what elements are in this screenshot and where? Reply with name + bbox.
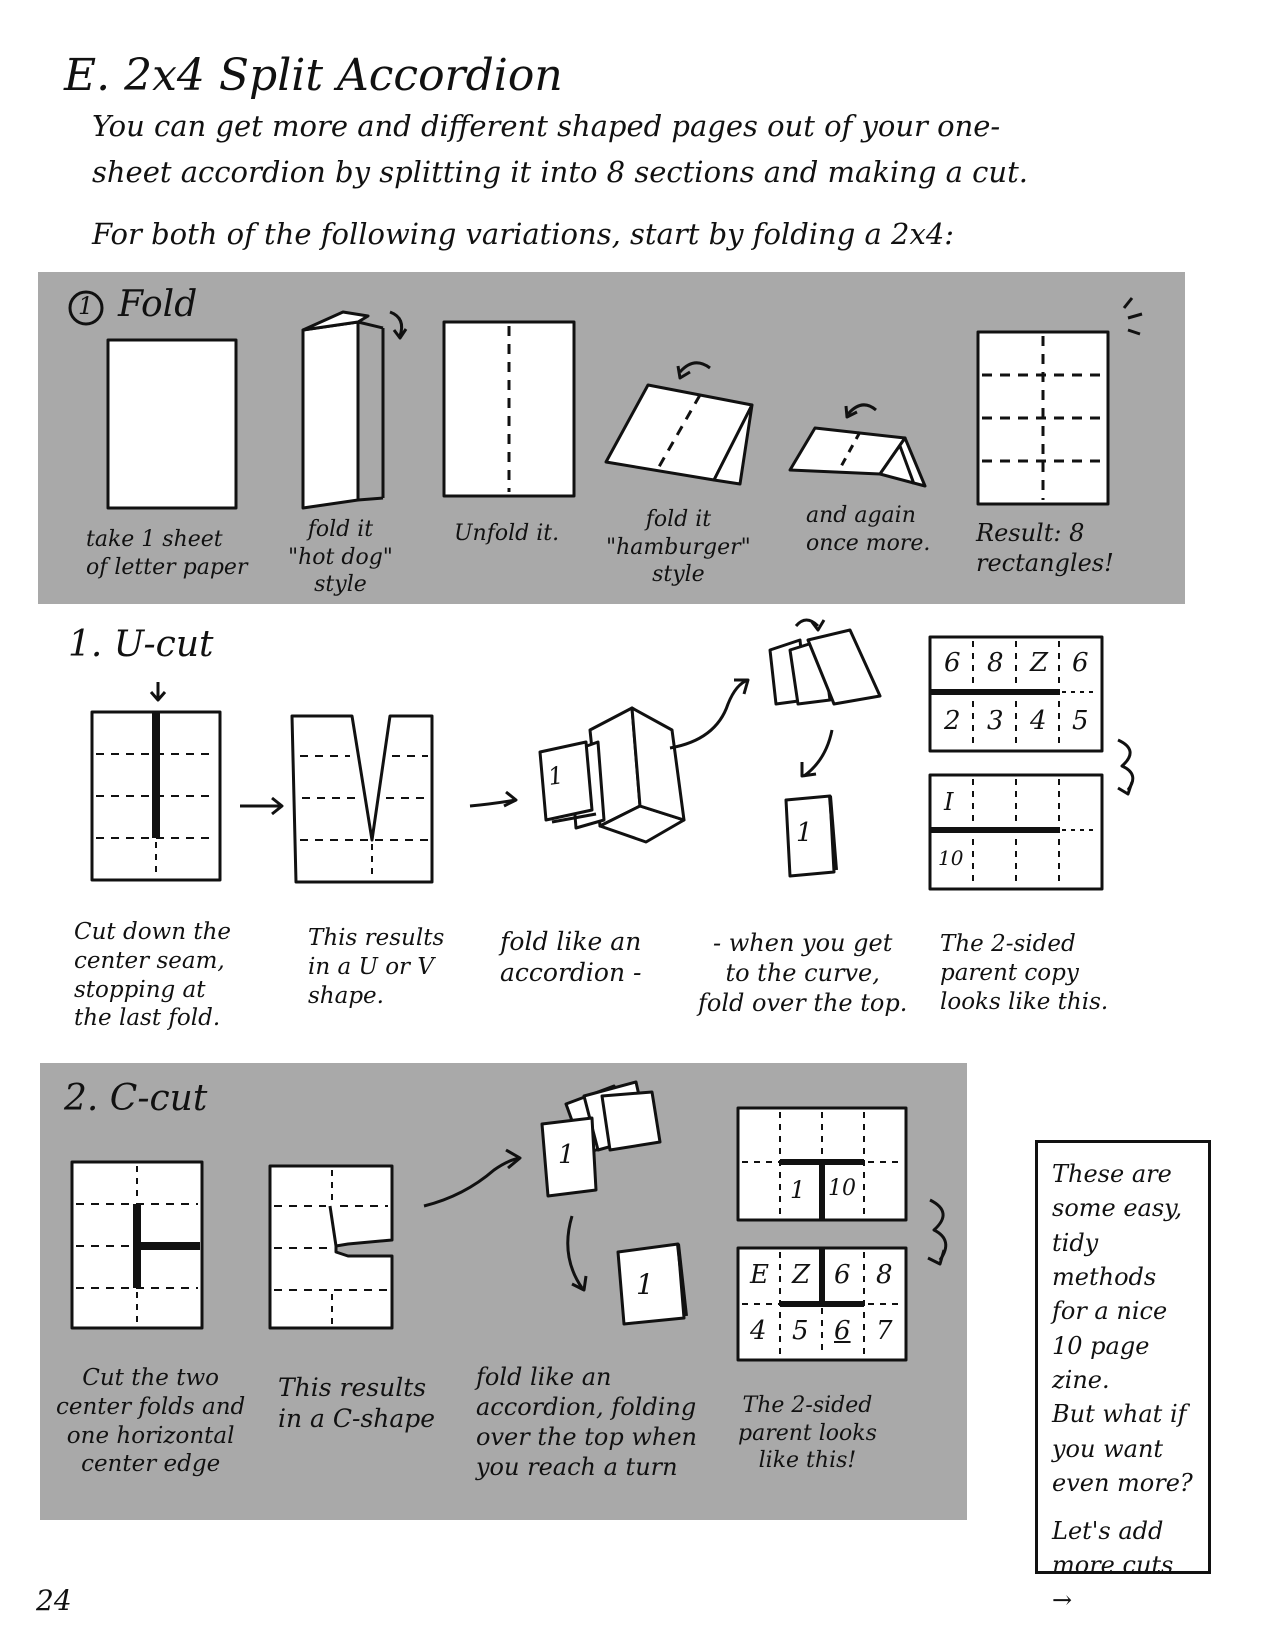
sidenote-box [1035,1140,1211,1614]
ccut-caption-1: Cut the two center folds and one horizontal center edge [56,1365,246,1478]
ucut-caption-2: This results in a U or V shape. [308,925,445,1009]
ucut-accordion-label: 1 [546,761,566,791]
ccut-parent-cell: 8 [876,1260,893,1290]
ccut-accordion [542,1082,660,1196]
sidenote-cta-arrow: more cuts → [1052,1551,1174,1614]
page-number: 24 [36,1584,72,1617]
ucut-parent-cell: 3 [987,706,1004,736]
fold-caption-3: Unfold it. [454,521,560,546]
ccut-accordion-label: 1 [558,1140,575,1170]
sidenote-line: But what if [1052,1400,1187,1429]
intro-line-1: You can get more and different shaped pages out of your one- [92,109,1001,143]
ucut-parent-cell: I [944,788,954,816]
fold-heading: Fold [118,284,198,325]
ccut-booklet-label: 1 [636,1268,654,1301]
ucut-caption-1: Cut down the center seam, stopping at the last fold. [74,919,232,1032]
ccut-parent-cell: 6 [834,1260,851,1290]
ucut-parent-cell: 2 [944,706,961,736]
ccut-caption-2: This results in a C-shape [278,1373,436,1434]
sidenote-line: 10 page zine. [1052,1331,1150,1394]
ucut-parent-cell: 10 [938,846,964,870]
c-shape [270,1166,392,1328]
sidenote-line: you want [1052,1434,1164,1463]
ucut-parent-cell: 4 [1030,706,1047,736]
intro-line-3: For both of the following variations, start by folding a 2x4: [92,217,955,251]
ucut-parent-cell: 6 [944,648,961,678]
ucut-parent-cell: 8 [987,648,1004,678]
sidenote-line: some easy, [1052,1194,1183,1223]
page-number-tab [0,1562,86,1650]
ccut-parent-cell: 5 [792,1316,809,1346]
sidenote-line: tidy methods [1052,1228,1157,1291]
fold-caption-4: fold it "hamburger" style [606,507,751,587]
ccut-parent-cell: 6 [834,1316,851,1346]
fold-caption-6: Result: 8 rectangles! [976,519,1114,577]
sidenote-line: even more? [1052,1468,1193,1497]
ucut-parent-cell: Z [1030,648,1049,678]
intro-line-2: sheet accordion by splitting it into 8 sections and making a cut. [92,155,1028,189]
ucut-caption-5: The 2-sided parent copy looks like this. [940,931,1109,1015]
ccut-caption-4: The 2-sided parent looks like this! [738,1393,877,1473]
ccut-parent-cell: 1 [790,1176,806,1204]
sidenote-line: These are [1052,1160,1172,1188]
ccut-parent-cell: 10 [828,1176,856,1201]
fold-caption-5: and again once more. [806,503,931,556]
fold-caption-1: take 1 sheet of letter paper [86,527,248,580]
sidenote-line: for a nice [1052,1297,1168,1326]
fold-caption-2: fold it "hot dog" style [288,517,393,597]
ccut-parent-cell: Z [792,1260,811,1290]
ucut-booklet-label: 1 [796,818,813,848]
ccut-parent-cell: 7 [876,1316,893,1346]
ccut-parent-top [738,1108,906,1220]
ccut-parent-cell: E [750,1260,769,1290]
ccut-parent-cell: 4 [750,1316,767,1346]
ccut-sheet [72,1162,202,1328]
ccut-heading: 2. C-cut [64,1078,208,1119]
sidenote-cta: Let's add [1052,1517,1164,1546]
fold-step-number: 1 [78,292,94,320]
ccut-caption-3: fold like an accordion, folding over the top when you reach a turn [476,1363,697,1481]
ucut-caption-4: - when you get to the curve, fold over the top. [698,929,908,1017]
page-title: E. 2x4 Split Accordion [64,50,563,101]
ucut-parent-cell: 5 [1072,706,1089,736]
ucut-caption-3: fold like an accordion - [500,927,642,988]
ucut-heading: 1. U-cut [68,624,214,665]
ucut-parent-cell: 6 [1072,648,1089,678]
